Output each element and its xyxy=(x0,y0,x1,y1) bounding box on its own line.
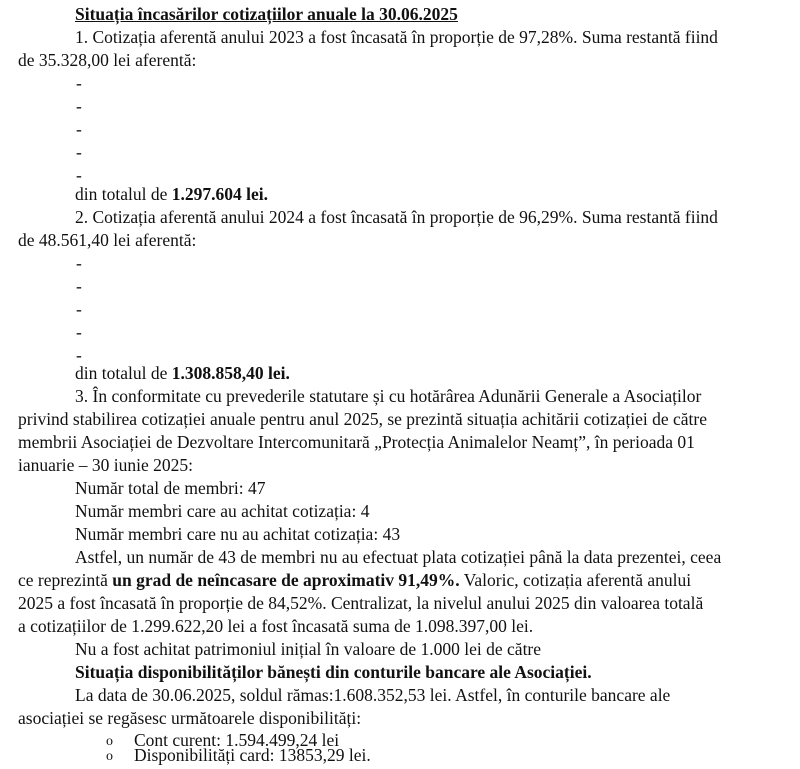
s3-p2-pre: ce reprezintă xyxy=(18,570,113,590)
bullet-icon: o xyxy=(106,749,113,764)
s1-total xyxy=(75,183,268,206)
banks-line2: asociației se regăsesc următoarele disponibilități: xyxy=(18,708,362,728)
s2-dash: - xyxy=(76,253,82,273)
s1-total-value: 1.297.604 lei. xyxy=(171,184,268,204)
section-title: Situația încasărilor cotizațiilor anuale la 30.06.2025 xyxy=(75,4,458,24)
s3-paragraph-line4: a cotizațiilor de 1.299.622,20 lei a fost încasată suma de 1.098.397,00 lei. xyxy=(18,616,534,636)
s2-dash: - xyxy=(76,345,82,365)
s2-dash: - xyxy=(76,299,82,319)
s2-total-value: 1.308.858,40 lei. xyxy=(171,363,290,383)
s3-p2-bold: un grad de neîncasare de aproximativ 91,49%. xyxy=(112,570,460,590)
s2-line1: 2. Cotizația aferentă anului 2024 a fost încasată în proporție de 96,29%. Suma restantă fiind xyxy=(75,207,718,227)
s2-total-prefix: din totalul de xyxy=(75,363,172,383)
s1-dash: - xyxy=(76,96,82,116)
banks-line1: La data de 30.06.2025, soldul rămas:1.608.352,53 lei. Astfel, în conturile bancare ale xyxy=(75,685,671,705)
s1-dash: - xyxy=(76,142,82,162)
s2-total xyxy=(75,362,290,385)
s3-paragraph-line3: 2025 a fost încasată în proporție de 84,52%. Centralizat, la nivelul anului 2025 din valoarea totală xyxy=(18,593,704,613)
s1-dash: - xyxy=(76,119,82,139)
s1-dash: - xyxy=(76,73,82,93)
s1-total-prefix: din totalul de xyxy=(75,184,172,204)
s1-line2: de 35.328,00 lei aferentă: xyxy=(18,50,197,70)
bullet-icon: o xyxy=(106,734,113,749)
s2-line2: de 48.561,40 lei aferentă: xyxy=(18,230,197,250)
unpaid-members: Număr membri care nu au achitat cotizația: 43 xyxy=(75,524,401,544)
bank-item-card: Disponibilități card: 13853,29 lei. xyxy=(134,745,371,765)
s1-line1: 1. Cotizația aferentă anului 2023 a fost încasată în proporție de 97,28%. Suma restantă fiind xyxy=(75,27,718,47)
s1-dash: - xyxy=(76,165,82,185)
bank-item-current-account: Cont curent: 1.594.499,24 lei xyxy=(134,730,340,750)
s3-line1: 3. În conformitate cu prevederile statutare și cu hotărârea Adunării Generale a Asociaților xyxy=(75,386,702,406)
s3-paragraph-line2 xyxy=(18,569,691,592)
paid-members: Număr membri care au achitat cotizația: 4 xyxy=(75,501,370,521)
s3-line2: privind stabilirea cotizației anuale pentru anul 2025, se prezintă situația achitării cotizației de către xyxy=(18,409,708,429)
s3-paragraph-line1: Astfel, un număr de 43 de membri nu au efectuat plata cotizației până la data prezentei, ceea xyxy=(75,547,722,567)
total-members: Număr total de membri: 47 xyxy=(75,478,266,498)
s3-line3: membrii Asociației de Dezvoltare Intercomunitară „Protecția Animalelor Neamț”, în perioada 01 xyxy=(18,432,695,452)
s3-line4: ianuarie – 30 iunie 2025: xyxy=(18,455,193,475)
s3-paragraph-line5: Nu a fost achitat patrimoniul inițial în valoare de 1.000 lei de către xyxy=(75,639,542,659)
s3-p2-post: Valoric, cotizația aferentă anului xyxy=(459,570,692,590)
banks-heading: Situația disponibilităților bănești din conturile bancare ale Asociației. xyxy=(75,662,592,682)
s2-dash: - xyxy=(76,276,82,296)
s2-dash: - xyxy=(76,322,82,342)
